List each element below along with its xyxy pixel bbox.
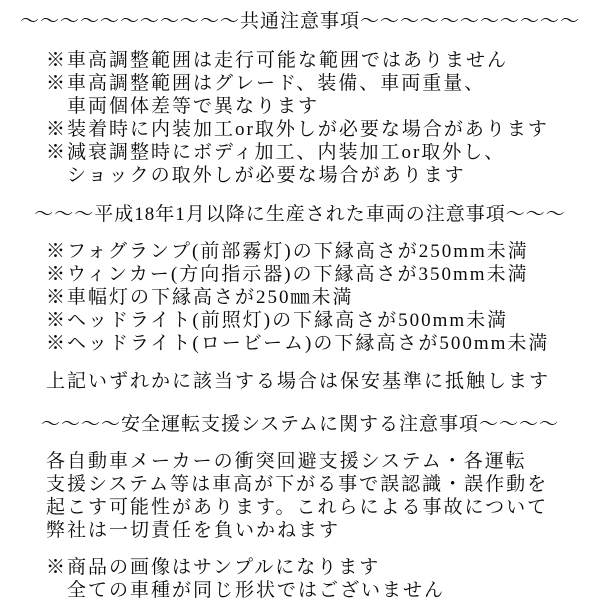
safety-standard-compliance-line: 上記いずれかに該当する場合は保安基準に抵触します [46, 371, 551, 392]
notice-line: ※ウィンカー(方向指示器)の下縁高さが350mm未満 [46, 264, 529, 285]
notice-line: ※ヘッドライト(前照灯)の下縁高さが500mm未満 [46, 310, 509, 331]
common-notice-lines [0, 49, 600, 187]
notice-line: ※車高調整範囲は走行可能な範囲ではありません [46, 50, 509, 71]
driver-assist-notice-header: ～～～～安全運転支援システムに関する注意事項～～～～ [40, 414, 560, 435]
sample-image-notice-lines [0, 556, 600, 600]
notice-line-continuation: 車両個体差等で異なります [67, 96, 320, 117]
notice-line: ※装着時に内装加工or取外しが必要な場合があります [46, 119, 549, 140]
notice-line: ※車高調整範囲はグレード、装備、車両重量、 [46, 73, 486, 94]
driver-assist-paragraph [0, 450, 600, 542]
paragraph-line: 支援システム等は車高が下がる事で誤認識・誤作動を [46, 474, 549, 495]
heisei18-vehicle-notice-header: ～～～平成18年1月以降に生産された車両の注意事項～～～ [34, 204, 566, 225]
notice-line: ※ヘッドライト(ロービーム)の下縁高さが500mm未満 [46, 333, 550, 354]
paragraph-line: 弊社は一切責任を負いかねます [46, 520, 341, 541]
notice-line: ※減衰調整時にボディ加工、内装加工or取外し、 [46, 142, 506, 163]
notice-line: ※商品の画像はサンプルになります [46, 557, 381, 578]
paragraph-line: 各自動車メーカーの衝突回避支援システム・各運転 [46, 451, 527, 472]
notice-line-continuation: 全ての車種が同じ形状ではございません [67, 580, 446, 600]
notice-line: ※車幅灯の下縁高さが250㎜未満 [46, 287, 354, 308]
paragraph-line: 起こす可能性があります。これらによる事故について [46, 497, 549, 518]
notice-line-continuation: ショックの取外しが必要な場合があります [67, 165, 466, 186]
lamp-height-notice-lines [0, 240, 600, 355]
notice-line: ※フォグランプ(前部霧灯)の下縁高さが250mm未満 [46, 241, 529, 262]
common-notice-header: ～～～～～～～～～～～共通注意事項～～～～～～～～～～～ [19, 11, 580, 32]
